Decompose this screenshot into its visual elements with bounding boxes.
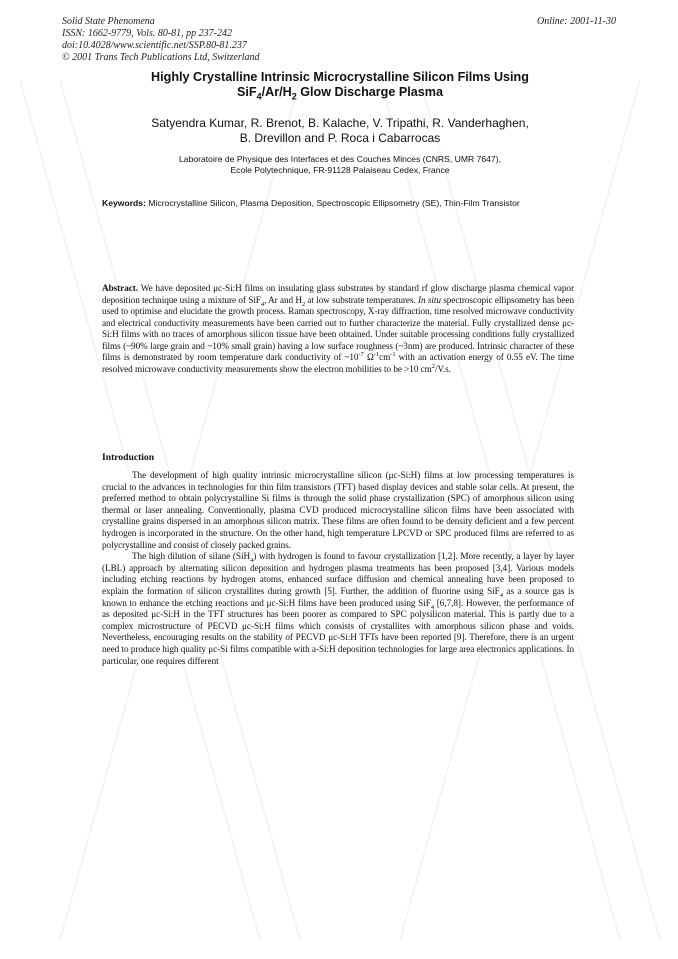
journal-header xyxy=(62,16,260,64)
abstract-label: Abstract. xyxy=(102,283,139,293)
title-line-1: Highly Crystalline Intrinsic Microcrystalline Silicon Films Using xyxy=(151,70,529,84)
title-line-2: $SiF_4/Ar/H_2$ Glow Discharge Plasma xyxy=(236,85,443,102)
paper-title xyxy=(90,70,590,100)
doi-link[interactable]: doi:10.4028/www.scientific.net/SSP.80-81.237 xyxy=(62,40,247,51)
section-heading-introduction: Introduction xyxy=(102,452,155,463)
keywords xyxy=(102,198,572,209)
intro-paragraph-1: The development of high quality intrinsic microcrystalline silicon (μc-Si:H) films at low processing temperatures is crucial to the advances in technologies for thin film transistors (TFT) based display devices and stable solar cells. At present, the preferred method to obtain polycrystalline Si films is through the solid phase crystallization (SPC) of amorphous silicon using thermal or laser annealing. Conventionally, plasma CVD produced microcrystalline silicon films have been associated with crystalline grains dispersed in an amorphous silicon matrix. These films are often found to be density deficient and a few percent hydrogen is incorporated in the structure. On the other hand, high temperature LPCVD or SPC produced films are referred to as polycrystalline and consist of closely packed grains. xyxy=(102,470,574,550)
keywords-label: Keywords: xyxy=(102,198,146,208)
author-list xyxy=(80,116,600,146)
issn-line: ISSN: 1662-9779, Vols. 80-81, pp 237-242 xyxy=(62,28,232,39)
authors-line-1: Satyendra Kumar, R. Brenot, B. Kalache, V. Tripathi, R. Vanderhaghen, xyxy=(151,116,529,130)
affiliation-line-1: Laboratoire de Physique des Interfaces et des Couches Minces (CNRS, UMR 7647), xyxy=(179,154,501,164)
introduction-body xyxy=(102,470,574,667)
affiliation xyxy=(90,154,590,176)
online-date: Online: 2001-11-30 xyxy=(537,16,616,27)
authors-line-2: B. Drevillon and P. Roca i Cabarrocas xyxy=(239,131,441,145)
keywords-text: Microcrystalline Silicon, Plasma Deposition, Spectroscopic Ellipsometry (SE), Thin-Film Transistor xyxy=(145,198,520,208)
intro-paragraph-2: The high dilution of silane (SiH$_4$) with hydrogen is found to favour crystallization [1,2]. More recently, a layer by layer (LBL) approach by alternating silicon deposition and hydrogen plasma treatments has been proposed [3,4]. Various models including etching reactions by hydrogen atoms, enhanced surface diffusion and chemical annealing have been proposed to explain the formation of silicon crystallites during growth [5]. Further, the addition of fluorine using SiF$_4$ as a source gas is known to enhance the etching reactions and μc-Si:H films have been produced using SiF$_4$ [6,7,8]. However, the performance of as deposited μc-Si:H in the TFT structures has been poorer as compared to SPC polysilicon material. This is partly due to a complex microstructure of PECVD μc-Si:H films which consists of crystallites with amorphous silicon phase and voids. Nevertheless, encouraging results on the stability of PECVD μc-Si:H TFTs have been reported [9]. Therefore, there is an urgent need to produce high quality μc-Si films compatible with a-Si:H deposition technologies for large area electronics applications. In particular, one requires different xyxy=(102,551,575,666)
copyright-line: © 2001 Trans Tech Publications Ltd, Switzerland xyxy=(62,52,260,63)
abstract: Abstract. We have deposited μc-Si:H films on insulating glass substrates by standard rf glow discharge plasma chemical vapor deposition technique using a mixture of SiF$_4$, Ar and $H_2$ at low substrate temperatures. In situ spectroscopic ellipsometry has been used to optimise and elucidate the growth process. Raman spectroscopy, X-ray diffraction, time resolved microwave conductivity and electrical conductivity measurements have been carried out to further characterize the material. Fully crystallized dense μc-Si:H films with no traces of amorphous silicon tissue have been obtained. Under suitable processing conditions fully crystallized films (~90% large grain and ~10% small grain) having a low surface roughness (~3nm) are produced. Intrinsic character of these films is demonstrated by room temperature dark conductivity of $\sim 10^{-7}$ $\Omega^{-1}cm^{-1}$ with an activation energy of 0.55 eV. The time resolved microwave conductivity measurements show the electron mobilities to be >10 $cm^2/V.s$. xyxy=(102,283,575,374)
affiliation-line-2: Ecole Polytechnique, FR-91128 Palaiseau Cedex, France xyxy=(230,165,450,175)
journal-name: Solid State Phenomena xyxy=(62,16,155,27)
